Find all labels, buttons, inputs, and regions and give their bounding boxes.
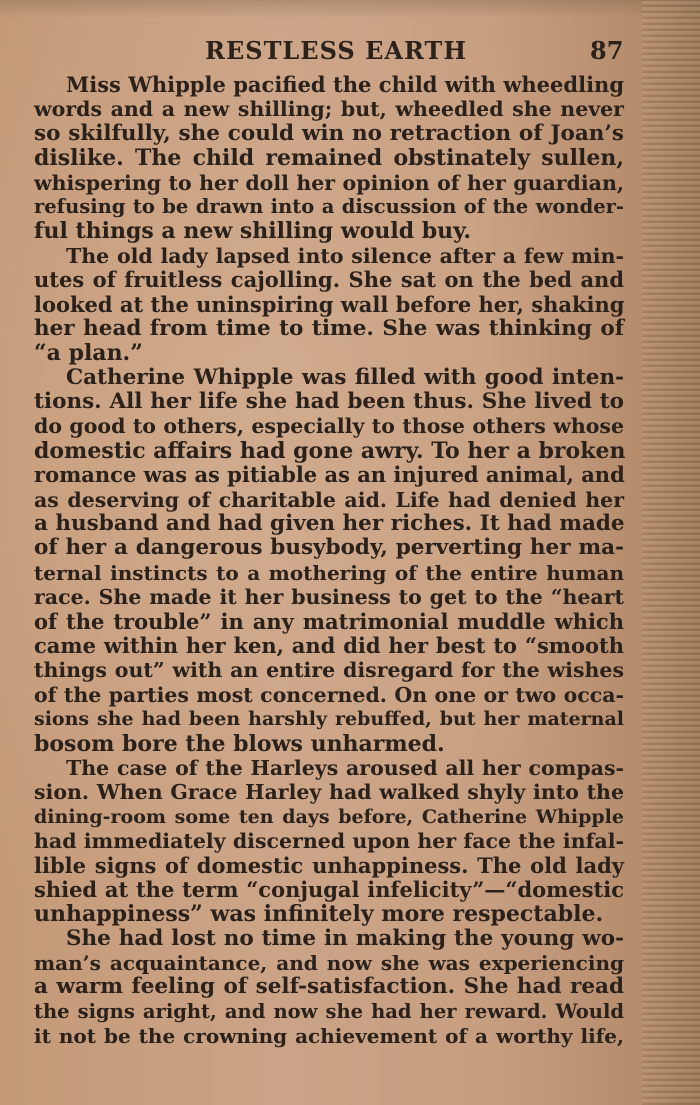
text-line: unhappiness” was infinitely more respectable.: [34, 901, 604, 928]
text-line: of the trouble” in any matrimonial muddle which: [34, 608, 624, 634]
text-line: whispering to her doll her opinion of her guardian,: [34, 170, 624, 195]
text-line: The old lady lapsed into silence after a few min-: [66, 243, 624, 268]
text-line: things out” with an entire disregard for the wishes: [34, 658, 624, 683]
text-line: of her a dangerous busybody, perverting her ma-: [34, 535, 624, 561]
text-line: Miss Whipple pacified the child with wheedling: [66, 72, 624, 97]
text-line: race. She made it her business to get to the “heart: [34, 585, 624, 610]
text-line: bosom bore the blows unharmed.: [34, 730, 445, 757]
text-line: The case of the Harleys aroused all her compas-: [66, 755, 624, 780]
page-edge-texture: [642, 0, 700, 1105]
text-line: ful things a new shilling would buy.: [34, 218, 472, 245]
text-line: words and a new shilling; but, wheedled she never: [34, 97, 624, 122]
text-line: looked at the uninspiring wall before her, shaking: [34, 291, 625, 317]
text-line: sions she had been harshly rebuffed, but her maternal: [34, 708, 624, 731]
page-top-shadow: [0, 0, 700, 18]
text-line: “a plan.”: [34, 340, 143, 367]
page-number: 87: [590, 36, 624, 65]
text-line: so skilfully, she could win no retraction of Joan’s: [34, 120, 624, 146]
text-line: romance was as pitiable as an injured animal, and: [34, 462, 625, 488]
body-text: [34, 73, 624, 1049]
text-line: had immediately discerned upon her face the infal-: [34, 829, 624, 854]
text-line: her head from time to time. She was thinking of: [34, 315, 624, 341]
text-line: as deserving of charitable aid. Life had denied her: [34, 487, 624, 512]
running-title: RESTLESS EARTH: [205, 36, 468, 65]
text-line: a warm feeling of self-satisfaction. She had read: [34, 974, 624, 1000]
text-line: the signs aright, and now she had her reward. Would: [34, 999, 624, 1023]
text-line: dislike. The child remained obstinately sullen,: [34, 145, 624, 172]
text-line: do good to others, especially to those others whose: [34, 414, 624, 439]
text-line: man’s acquaintance, and now she was experiencing: [34, 951, 624, 976]
text-line: it not be the crowning achievement of a worthy life,: [34, 1024, 624, 1049]
text-line: domestic affairs had gone awry. To her a broken: [34, 437, 626, 464]
text-line: lible signs of domestic unhappiness. The old lady: [34, 852, 624, 878]
text-line: shied at the term “conjugal infelicity”—“domestic: [34, 876, 624, 902]
text-line: sion. When Grace Harley had walked shyly into the: [34, 780, 624, 805]
text-line: tions. All her life she had been thus. She lived to: [34, 389, 624, 415]
text-line: She had lost no time in making the young wo-: [66, 925, 624, 951]
text-line: of the parties most concerned. On one or two occa-: [34, 682, 624, 707]
text-line: dining-room some ten days before, Catherine Whipple: [34, 805, 624, 828]
text-line: utes of fruitless cajolling. She sat on the bed and: [34, 267, 624, 293]
text-line: a husband and had given her riches. It had made: [34, 511, 625, 537]
text-line: refusing to be drawn into a discussion of the wonder-: [34, 194, 624, 218]
page-header: [0, 36, 700, 70]
text-line: came within her ken, and did her best to “smooth: [34, 632, 624, 658]
text-line: ternal instincts to a mothering of the entire human: [34, 560, 624, 585]
text-line: Catherine Whipple was filled with good inten-: [66, 364, 624, 390]
